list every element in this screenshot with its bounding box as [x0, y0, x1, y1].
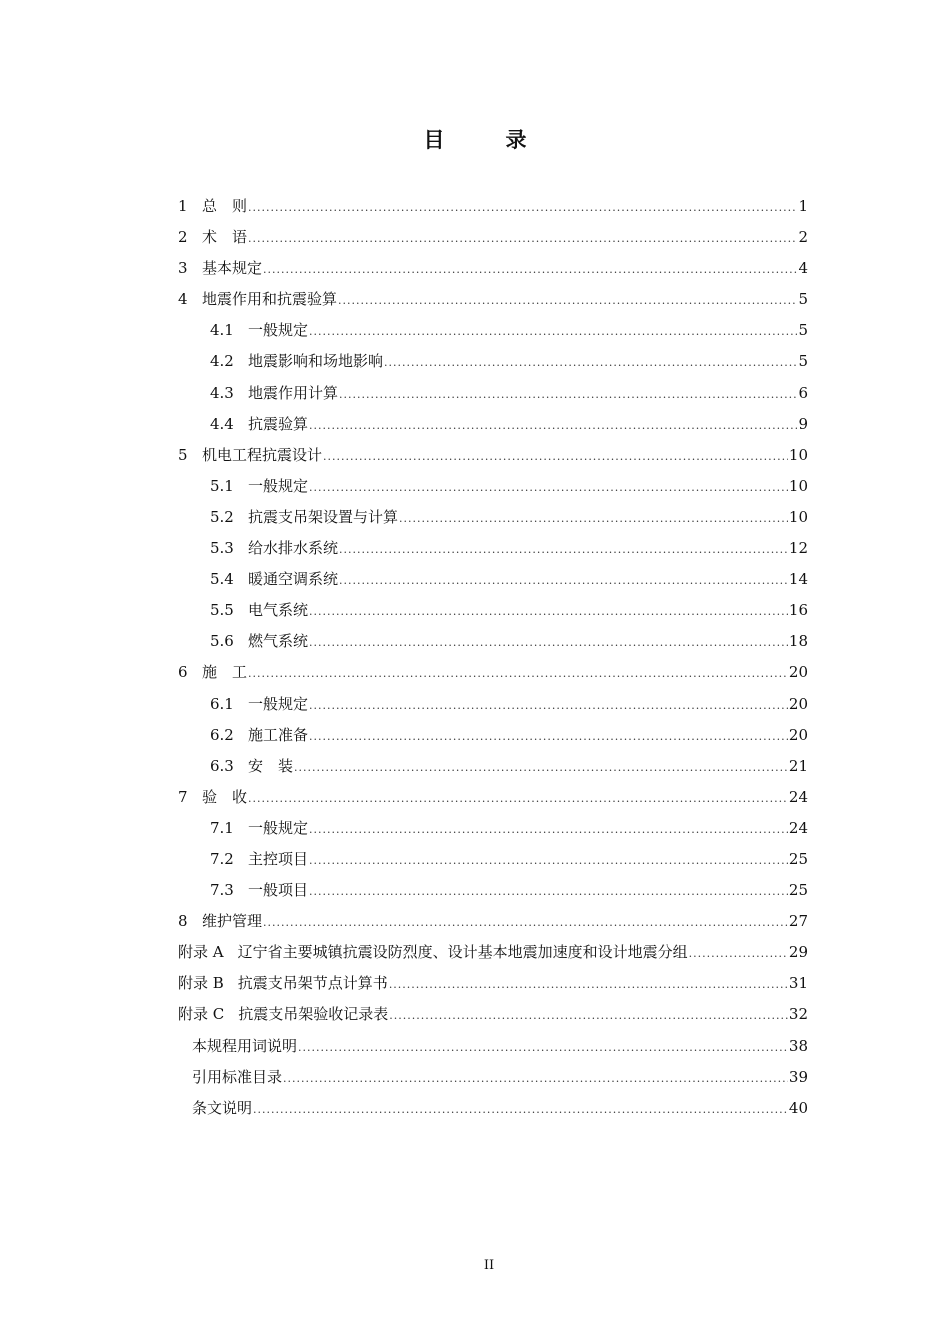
footer-page-number: II [483, 1258, 495, 1273]
toc-entry-5-3[interactable] [178, 533, 808, 564]
toc-entry-appendix-a[interactable] [178, 937, 808, 968]
toc-entry-5-1[interactable] [178, 471, 808, 502]
toc-number: 7 [178, 787, 188, 806]
toc-page-number: 9 [798, 414, 808, 433]
leader-dots [339, 534, 788, 565]
table-of-contents [178, 191, 808, 1124]
toc-number: 3 [178, 259, 188, 278]
toc-page-number: 5 [798, 352, 808, 371]
page-title: 目 录 [423, 127, 547, 152]
toc-label: 机电工程抗震设计 [202, 445, 323, 464]
toc-entry-4[interactable] [178, 284, 808, 315]
toc-label: 一般规定 [248, 818, 309, 837]
leader-dots [339, 379, 797, 410]
toc-entry-5-6[interactable] [178, 626, 808, 657]
toc-entry-wording[interactable] [178, 1031, 808, 1062]
toc-page-number: 29 [788, 943, 808, 962]
toc-number: 7.1 [210, 818, 234, 837]
toc-page-number: 40 [788, 1098, 808, 1117]
toc-entry-4-3[interactable] [178, 378, 808, 409]
leader-dots [389, 1000, 788, 1031]
toc-label: 抗震验算 [248, 414, 309, 433]
toc-number: 4.4 [210, 414, 234, 433]
toc-page-number: 25 [788, 849, 808, 868]
toc-number: 6.1 [210, 694, 234, 713]
toc-label: 给水排水系统 [248, 539, 339, 558]
leader-dots [309, 596, 788, 627]
toc-entry-5-4[interactable] [178, 564, 808, 595]
toc-page-number: 38 [788, 1036, 808, 1055]
toc-label: 地震作用和抗震验算 [202, 290, 338, 309]
toc-label: 主控项目 [248, 849, 309, 868]
leader-dots [248, 223, 797, 254]
toc-label: 条文说明 [192, 1098, 253, 1117]
toc-label: 总 则 [202, 197, 248, 215]
toc-entry-appendix-b[interactable] [178, 968, 808, 999]
leader-dots [384, 347, 797, 378]
toc-number: 4.1 [210, 321, 234, 340]
leader-dots [309, 690, 788, 721]
leader-dots [309, 845, 788, 876]
toc-entry-7-2[interactable] [178, 844, 808, 875]
toc-number: 7.2 [210, 849, 234, 868]
toc-page-number: 16 [788, 601, 808, 620]
leader-dots [248, 658, 788, 689]
toc-number: 附录 A [178, 943, 224, 962]
toc-page-number: 20 [788, 663, 808, 682]
leader-dots [263, 907, 788, 938]
toc-label: 抗震支吊架节点计算书 [237, 974, 388, 993]
toc-page-number: 24 [788, 818, 808, 837]
toc-label: 施工准备 [248, 725, 309, 744]
toc-page-number: 1 [798, 197, 808, 215]
toc-page-number: 12 [788, 539, 808, 558]
leader-dots [309, 316, 797, 347]
toc-entry-4-2[interactable] [178, 346, 808, 377]
toc-number: 附录 B [178, 974, 224, 993]
toc-page-number: 5 [798, 321, 808, 340]
toc-label: 电气系统 [248, 601, 309, 620]
toc-number: 5 [178, 445, 188, 464]
toc-number: 6.2 [210, 725, 234, 744]
toc-page-number: 10 [788, 476, 808, 495]
toc-label: 一般规定 [248, 476, 309, 495]
toc-label: 一般项目 [248, 881, 309, 900]
toc-label: 燃气系统 [248, 632, 309, 651]
toc-label: 暖通空调系统 [248, 570, 339, 589]
toc-entry-4-4[interactable] [178, 409, 808, 440]
toc-entry-1[interactable] [178, 191, 808, 222]
toc-page-number: 6 [798, 383, 808, 402]
toc-page-number: 21 [788, 756, 808, 775]
toc-label: 地震作用计算 [248, 383, 339, 402]
toc-label: 辽宁省主要城镇抗震设防烈度、设计基本地震加速度和设计地震分组 [237, 943, 688, 962]
leader-dots [283, 1063, 788, 1094]
toc-entry-references[interactable] [178, 1062, 808, 1093]
leader-dots [399, 503, 788, 534]
toc-label: 地震影响和场地影响 [248, 352, 384, 371]
toc-page-number: 39 [788, 1067, 808, 1086]
toc-entry-appendix-c[interactable] [178, 999, 808, 1030]
toc-page-number: 4 [798, 259, 808, 278]
leader-dots [689, 938, 788, 969]
toc-page-number: 20 [788, 725, 808, 744]
toc-label: 本规程用词说明 [192, 1036, 298, 1055]
toc-label: 一般规定 [248, 321, 309, 340]
toc-entry-7-3[interactable] [178, 875, 808, 906]
leader-dots [309, 472, 788, 503]
leader-dots [248, 192, 797, 223]
toc-page-number: 20 [788, 694, 808, 713]
leader-dots [309, 814, 788, 845]
toc-number: 6.3 [210, 756, 234, 775]
leader-dots [309, 410, 797, 441]
toc-page-number: 10 [788, 445, 808, 464]
toc-entry-5-2[interactable] [178, 502, 808, 533]
toc-page-number: 24 [788, 787, 808, 806]
leader-dots [294, 752, 788, 783]
toc-number: 附录 C [178, 1005, 225, 1024]
toc-page-number: 31 [788, 974, 808, 993]
toc-label: 一般规定 [248, 694, 309, 713]
toc-number: 5.1 [210, 476, 234, 495]
toc-number: 2 [178, 228, 188, 247]
toc-entry-6[interactable] [178, 657, 808, 688]
toc-page-number: 10 [788, 507, 808, 526]
leader-dots [263, 254, 797, 285]
toc-entry-5[interactable] [178, 440, 808, 471]
toc-page-number: 27 [788, 912, 808, 931]
leader-dots [253, 1094, 788, 1125]
toc-number: 5.4 [210, 570, 234, 589]
leader-dots [309, 721, 788, 752]
toc-number: 1 [178, 197, 188, 215]
toc-entry-6-3[interactable] [178, 751, 808, 782]
toc-number: 5.6 [210, 632, 234, 651]
toc-entry-7-1[interactable] [178, 813, 808, 844]
toc-number: 4.2 [210, 352, 234, 371]
toc-number: 4.3 [210, 383, 234, 402]
leader-dots [248, 783, 788, 814]
leader-dots [309, 627, 788, 658]
toc-label: 基本规定 [202, 259, 263, 278]
toc-page-number: 18 [788, 632, 808, 651]
toc-label: 抗震支吊架验收记录表 [238, 1005, 389, 1024]
leader-dots [298, 1032, 788, 1063]
toc-number: 7.3 [210, 881, 234, 900]
toc-label: 验 收 [202, 787, 248, 806]
toc-entry-3[interactable] [178, 253, 808, 284]
toc-entry-6-2[interactable] [178, 720, 808, 751]
toc-number: 4 [178, 290, 188, 309]
toc-entry-6-1[interactable] [178, 689, 808, 720]
toc-number: 6 [178, 663, 188, 682]
leader-dots [338, 285, 797, 316]
toc-entry-5-5[interactable] [178, 595, 808, 626]
toc-number: 5.5 [210, 601, 234, 620]
toc-label: 术 语 [202, 228, 248, 247]
toc-entry-4-1[interactable] [178, 315, 808, 346]
leader-dots [323, 441, 788, 472]
toc-label: 引用标准目录 [192, 1067, 283, 1086]
toc-label: 施 工 [202, 663, 248, 682]
toc-label: 抗震支吊架设置与计算 [248, 507, 399, 526]
toc-page-number: 14 [788, 570, 808, 589]
toc-page-number: 32 [788, 1005, 808, 1024]
toc-label: 维护管理 [202, 912, 263, 931]
toc-number: 5.2 [210, 507, 234, 526]
leader-dots [389, 969, 788, 1000]
toc-entry-8[interactable] [178, 906, 808, 937]
toc-number: 8 [178, 912, 188, 931]
toc-number: 5.3 [210, 539, 234, 558]
toc-entry-2[interactable] [178, 222, 808, 253]
leader-dots [309, 876, 788, 907]
toc-page-number: 5 [798, 290, 808, 309]
toc-entry-explanation[interactable] [178, 1093, 808, 1124]
toc-page-number: 25 [788, 881, 808, 900]
toc-entry-7[interactable] [178, 782, 808, 813]
toc-page-number: 2 [798, 228, 808, 247]
leader-dots [339, 565, 788, 596]
toc-label: 安 装 [248, 756, 294, 775]
